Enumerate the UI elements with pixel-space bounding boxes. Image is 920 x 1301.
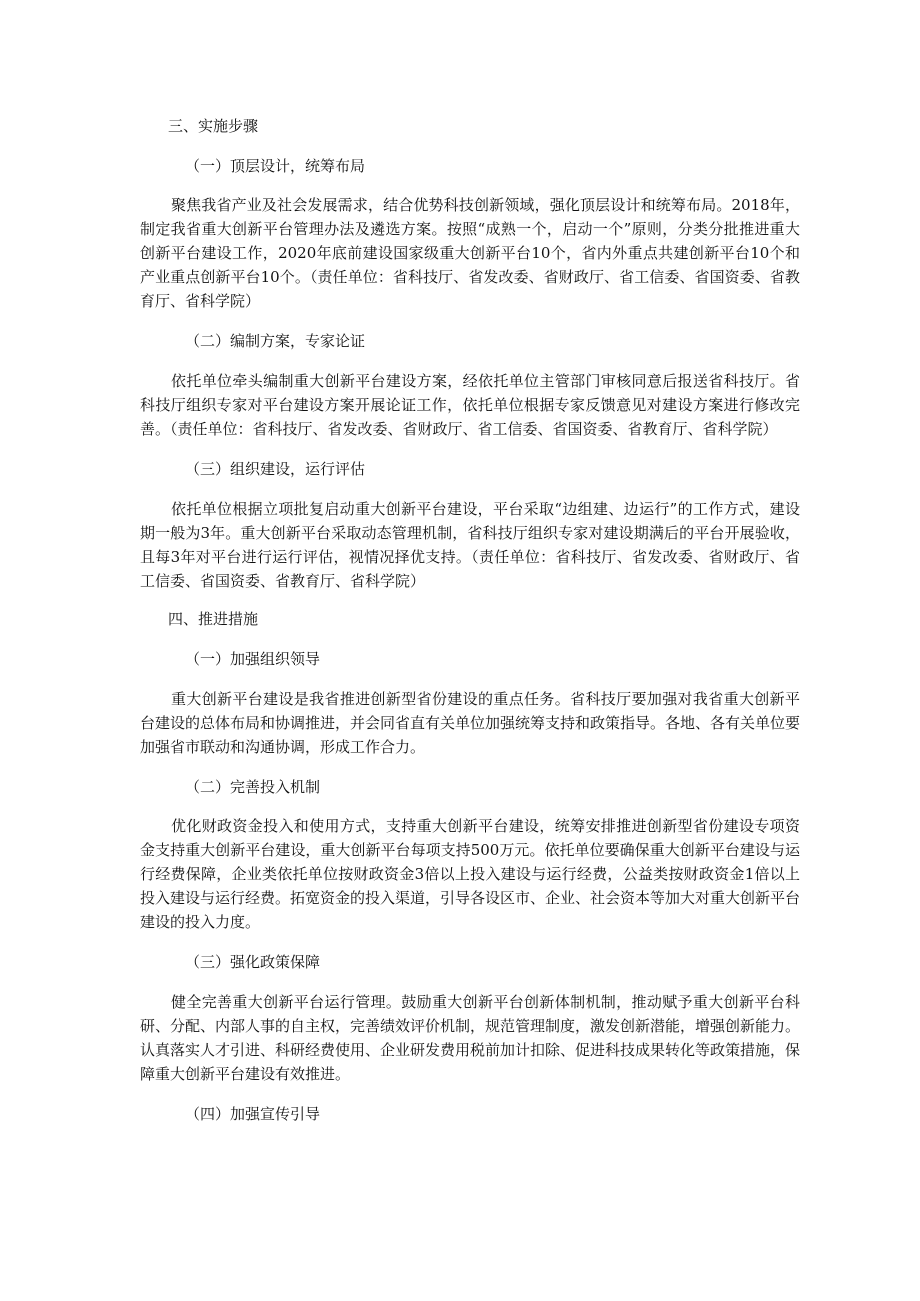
subsection-title-policy: （三）强化政策保障 [185,953,321,971]
document-page [140,108,800,1126]
paragraph-top-level-design: 聚焦我省产业及社会发展需求，结合优势科技创新领域，强化顶层设计和统筹布局。2018年，制定我省重大创新平台管理办法及遴选方案。按照“成熟一个，启动一个”原则，分类分批推进重大创新平台建设工作，2020年底前建设国家级重大创新平台10个，省内外重点共建创新平台10个和产业重点创新平台10个。（责任单位：省科技厅、省发改委、省财政厅、省工信委、省国资委、省教育厅、省科学院） [140,196,800,310]
subsection-title-operation-evaluation: （三）组织建设，运行评估 [185,460,366,478]
subsection-title-top-level-design: （一）顶层设计，统筹布局 [185,157,366,175]
paragraph-operation-evaluation: 依托单位根据立项批复启动重大创新平台建设，平台采取“边组建、边运行”的工作方式，建设期一般为3年。重大创新平台采取动态管理机制，省科技厅组织专家对建设期满后的平台开展验收，且每3年对平台进行运行评估，视情况择优支持。（责任单位：省科技厅、省发改委、省财政厅、省工信委、省国资委、省教育厅、省科学院） [140,500,800,590]
subsection-title-publicity: （四）加强宣传引导 [185,1105,321,1123]
section-heading-measures: 四、推进措施 [168,610,259,628]
paragraph-investment: 优化财政资金投入和使用方式，支持重大创新平台建设，统筹安排推进创新型省份建设专项资金支持重大创新平台建设，重大创新平台每项支持500万元。依托单位要确保重大创新平台建设与运行经费保障，企业类依托单位按财政资金3倍以上投入建设与运行经费，公益类按财政资金1倍以上投入建设与运行经费。拓宽资金的投入渠道，引导各设区市、企业、社会资本等加大对重大创新平台建设的投入力度。 [140,817,801,931]
paragraph-expert-review: 依托单位牵头编制重大创新平台建设方案，经依托单位主管部门审核同意后报送省科技厅。省科技厅组织专家对平台建设方案开展论证工作，依托单位根据专家反馈意见对建设方案进行修改完善。（责任单位：省科技厅、省发改委、省财政厅、省工信委、省国资委、省教育厅、省科学院） [140,372,800,438]
section-heading-implementation-steps: 三、实施步骤 [168,117,259,135]
subsection-title-expert-review: （二）编制方案，专家论证 [185,332,366,350]
paragraph-leadership: 重大创新平台建设是我省推进创新型省份建设的重点任务。省科技厅要加强对我省重大创新平台建设的总体布局和协调推进，并会同省直有关单位加强统筹支持和政策指导。各地、各有关单位要加强省市联动和沟通协调，形成工作合力。 [140,690,801,756]
subsection-title-leadership: （一）加强组织领导 [185,650,321,668]
paragraph-policy: 健全完善重大创新平台运行管理。鼓励重大创新平台创新体制机制，推动赋予重大创新平台科研、分配、内部人事的自主权，完善绩效评价机制，规范管理制度，激发创新潜能，增强创新能力。认真落实人才引进、科研经费使用、企业研发费用税前加计扣除、促进科技成果转化等政策措施，保障重大创新平台建设有效推进。 [140,993,801,1083]
subsection-title-investment: （二）完善投入机制 [185,778,321,796]
